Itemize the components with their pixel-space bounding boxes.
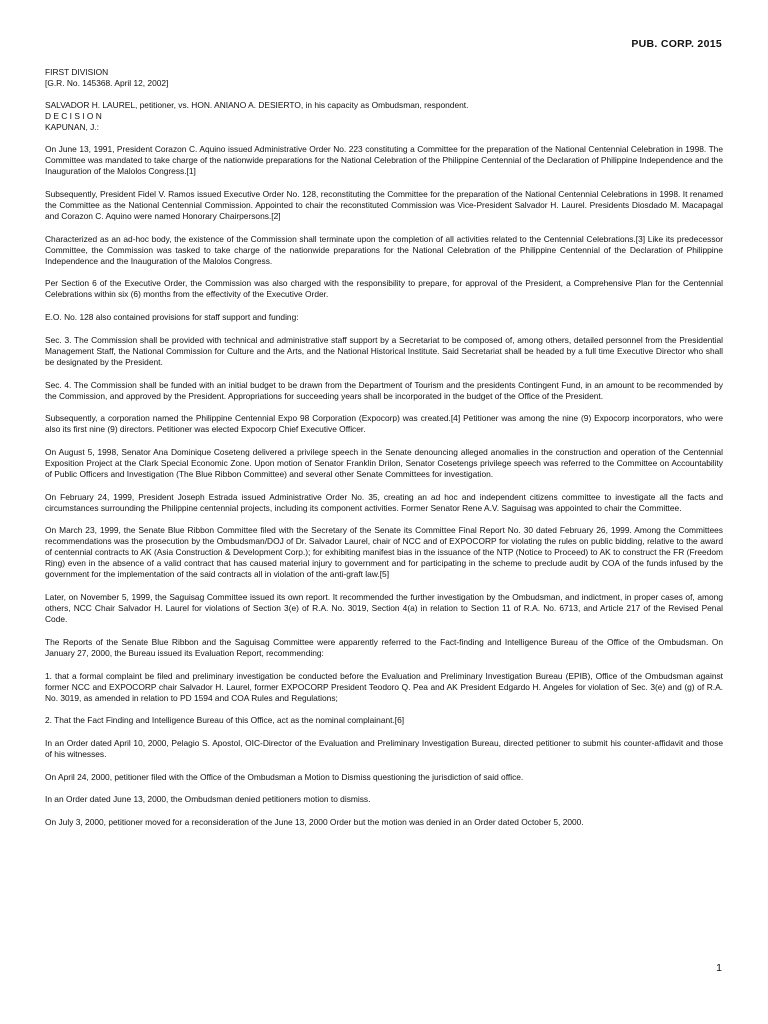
paragraph-5: E.O. No. 128 also contained provisions for staff support and funding: bbox=[45, 312, 299, 323]
paragraph-16: In an Order dated April 10, 2000, Pelagio S. Apostol, OIC-Director of the Evaluation and Preliminary Investigation Bureau, directed petitioner to submit his counter-affidavit and those of his witnesses. bbox=[45, 737, 723, 759]
running-header: PUB. CORP. 2015 bbox=[631, 38, 722, 50]
paragraph-13: The Reports of the Senate Blue Ribbon and the Saguisag Committee were apparently referred to the Fact-finding and Intelligence Bureau of the Office of the Ombudsman. On January 27, 2000, the Bureau issued its Evaluation Report, recommending: bbox=[45, 636, 723, 658]
page-number: 1 bbox=[716, 962, 722, 974]
paragraph-10: On February 24, 1999, President Joseph Estrada issued Administrative Order No. 35, creating an ad hoc and independent citizens committee to investigate all the facts and circumstances surrounding the Philippine centennial projects, including its component activities. Former Senator Rene A.V. Saguisag was appointed to chair the Committee. bbox=[45, 491, 723, 513]
gr-number: [G.R. No. 145368. April 12, 2002] bbox=[45, 78, 169, 89]
paragraph-19: On July 3, 2000, petitioner moved for a reconsideration of the June 13, 2000 Order but the motion was denied in an Order dated October 5, 2000. bbox=[45, 816, 584, 827]
paragraph-9: On August 5, 1998, Senator Ana Dominique Coseteng delivered a privilege speech in the Senate denouncing alleged anomalies in the construction and operation of the Centennial Exposition Project at the Clark Special Economic Zone. Upon motion of Senator Franklin Drilon, Senator Cosetengs privilege speech was referred to the Committee on Accountability of Public Officers and Investigation (The Blue Ribbon Committee) and several other Senate Committees for investigation. bbox=[45, 446, 723, 479]
case-parties: SALVADOR H. LAUREL, petitioner, vs. HON. ANIANO A. DESIERTO, in his capacity as Ombudsman, respondent. bbox=[45, 100, 469, 111]
paragraph-3: Characterized as an ad-hoc body, the existence of the Commission shall terminate upon the completion of all activities related to the Centennial Celebrations.[3] Like its predecessor Committee, the Commission was tasked to take charge of the nationwide preparations for the National Celebration of the Philippine Centennial of the Declaration of Philippine Independence and the Inauguration of the Malolos Congress. bbox=[45, 233, 723, 266]
paragraph-17: On April 24, 2000, petitioner filed with the Office of the Ombudsman a Motion to Dismiss questioning the jurisdiction of said office. bbox=[45, 771, 524, 782]
ponente: KAPUNAN, J.: bbox=[45, 122, 99, 133]
paragraph-8: Subsequently, a corporation named the Philippine Centennial Expo 98 Corporation (Expocorp) was created.[4] Petitioner was among the nine (9) Expocorp incorporators, who were also its first nine (9) directors. Petitioner was elected Expocorp Chief Executive Officer. bbox=[45, 413, 723, 435]
paragraph-11: On March 23, 1999, the Senate Blue Ribbon Committee filed with the Secretary of the Senate its Committee Final Report No. 30 dated February 26, 1999. Among the Committees recommendations was the prosecution by the Ombudsman/DOJ of Dr. Salvador Laurel, chair of NCC and of EXPOCORP for violating the rules on public bidding, relative to the award of centennial contracts to AK (Asia Construction & Development Corp.); for exhibiting manifest bias in the issuance of the NTP (Notice to Proceed) to AK to construct the FR (Freedom Ring) even in the absence of a valid contract that has caused material injury to government and for participating in the scheme to preclude audit by COA of the funds infused by the government for the implementation of the said contracts all in violation of the anti-graft law.[5] bbox=[45, 525, 723, 580]
paragraph-6: Sec. 3. The Commission shall be provided with technical and administrative staff support by a Secretariat to be composed of, among others, detailed personnel from the Presidential Management Staff, the National Commission for Culture and the Arts, and the National Historical Institute. Said Secretariat shall be headed by a full time Executive Director who shall be designated by the President. bbox=[45, 334, 723, 367]
decision-heading: D E C I S I O N bbox=[45, 111, 102, 122]
paragraph-1: On June 13, 1991, President Corazon C. Aquino issued Administrative Order No. 223 constituting a Committee for the preparation of the National Centennial Celebration in 1998. The Committee was mandated to take charge of the nationwide preparations for the National Celebration of the Philippine Centennial of the Declaration of Philippine Independence and the Inauguration of the Malolos Congress.[1] bbox=[45, 144, 723, 177]
paragraph-15: 2. That the Fact Finding and Intelligence Bureau of this Office, act as the nominal complainant.[6] bbox=[45, 715, 405, 726]
paragraph-14: 1. that a formal complaint be filed and preliminary investigation be conducted before the Evaluation and Preliminary Investigation Bureau (EPIB), Office of the Ombudsman against former NCC and EXPOCORP chair Salvador H. Laurel, former EXPOCORP President Teodoro Q. Pea and AK President Edgardo H. Angeles for violation of Sec. 3(e) and (g) of R.A. No. 3019, as amended in relation to PD 1594 and COA Rules and Regulations; bbox=[45, 670, 723, 703]
paragraph-18: In an Order dated June 13, 2000, the Ombudsman denied petitioners motion to dismiss. bbox=[45, 794, 371, 805]
paragraph-4: Per Section 6 of the Executive Order, the Commission was also charged with the responsibility to prepare, for approval of the President, a Comprehensive Plan for the Centennial Celebrations within six (6) months from the effectivity of the Executive Order. bbox=[45, 278, 723, 300]
paragraph-12: Later, on November 5, 1999, the Saguisag Committee issued its own report. It recommended the further investigation by the Ombudsman, and indictment, in proper cases of, among others, NCC Chair Salvador H. Laurel for violations of Section 3(e) of R.A. No. 3019, Section 4(a) in relation to Section 11 of R.A. No. 6713, and Article 217 of the Revised Penal Code. bbox=[45, 592, 723, 625]
document-body bbox=[45, 67, 723, 840]
paragraph-7: Sec. 4. The Commission shall be funded with an initial budget to be drawn from the Department of Tourism and the presidents Contingent Fund, in an amount to be recommended by the Commission, and approved by the President. Appropriations for succeeding years shall be incorporated in the budget of the Office of the President. bbox=[45, 379, 723, 401]
paragraph-2: Subsequently, President Fidel V. Ramos issued Executive Order No. 128, reconstituting the Committee for the preparation of the National Centennial Celebrations in 1998. It renamed the Committee as the National Centennial Commission. Appointed to chair the reconstituted Commission was Vice-President Salvador H. Laurel. Presidents Diosdado M. Macapagal and Corazon C. Aquino were named Honorary Chairpersons.[2] bbox=[45, 188, 723, 222]
division-label: FIRST DIVISION bbox=[45, 67, 109, 77]
